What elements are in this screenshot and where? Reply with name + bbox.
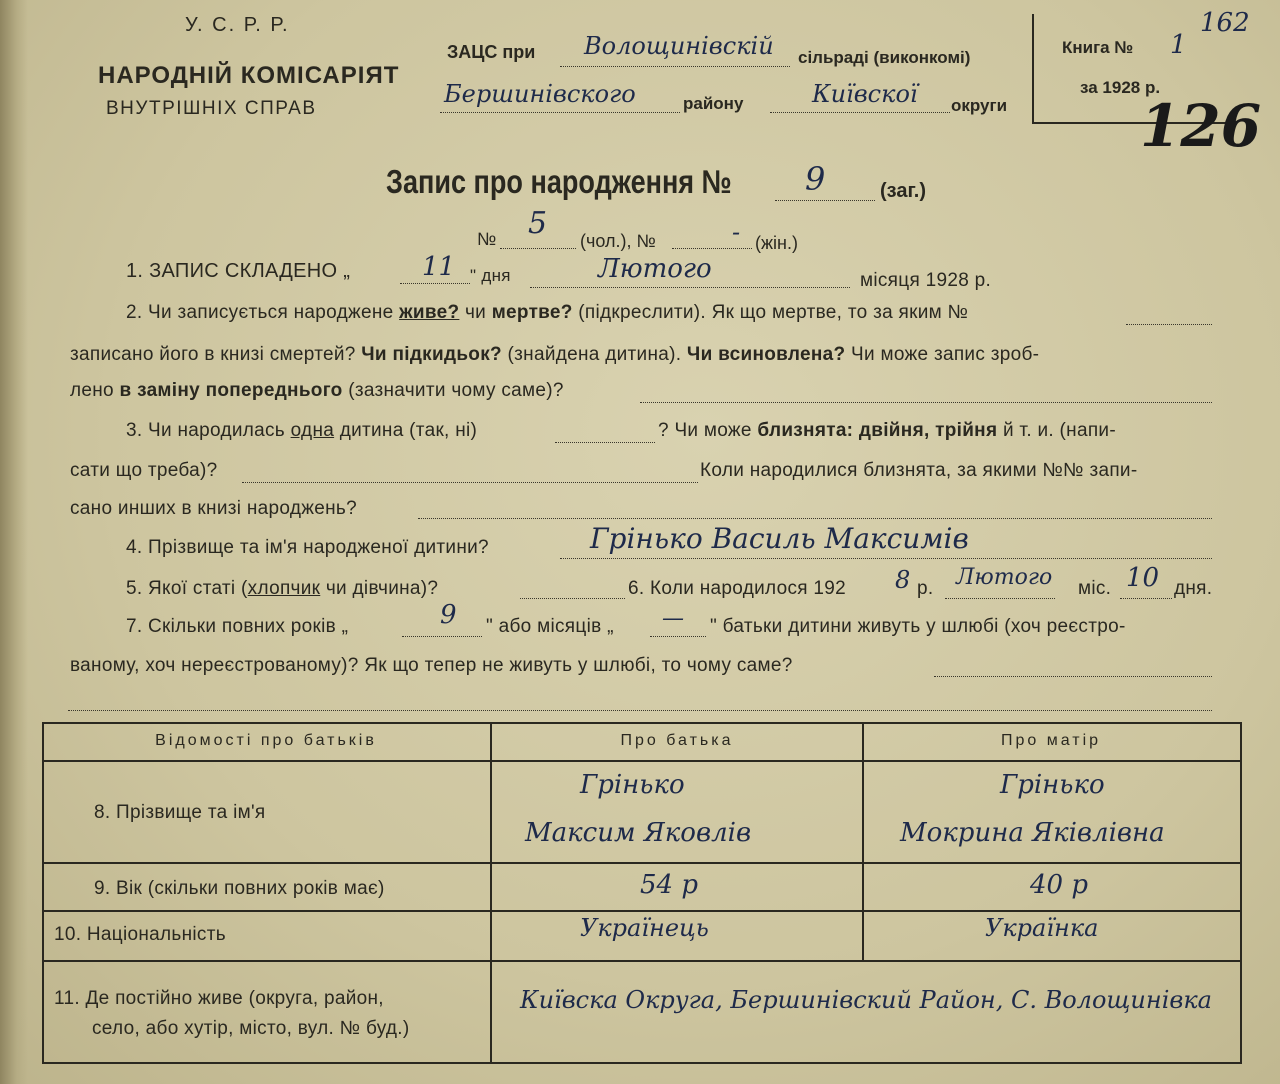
q3-bliz: близнята: двійня, трійня (757, 420, 998, 441)
title-number-line (775, 200, 875, 201)
commissariat-title: НАРОДНІЙ КОМІСАРІЯТ (98, 62, 400, 89)
rayon-line (440, 112, 680, 113)
dept-title: ВНУТРІШНІХ СПРАВ (106, 98, 317, 119)
q3-a: 3. Чи народилась (126, 420, 286, 441)
record-number: 9 (805, 160, 826, 198)
th-parents-info: Відомості про батьків (155, 732, 377, 749)
q6-day-line (1120, 598, 1172, 599)
q7-years: 9 (440, 600, 457, 630)
th-father: Про батька (620, 732, 734, 749)
rayon-label: району (683, 94, 744, 113)
mother-surname: Грінько (1000, 770, 1105, 800)
row-name-label: 8. Прізвище та ім'я (94, 802, 266, 823)
row-nationality-label: 10. Національність (54, 924, 226, 945)
q2-c: записано його в книзі смертей? (70, 344, 356, 365)
binding-edge (0, 0, 28, 1084)
q2-chy: чи (464, 302, 487, 323)
row-age-label: 9. Вік (скільки повних років має) (94, 878, 385, 899)
q5-answer-line (520, 598, 625, 599)
q4-child-name: Грінько Василь Максимів (590, 522, 969, 555)
no-label: № (477, 229, 497, 249)
q6-label: 6. Коли народилося 192 (628, 578, 847, 599)
q3-book-line (418, 518, 1212, 519)
q6-year: 8 (895, 566, 911, 594)
row-divider-2 (42, 910, 1240, 912)
row-residence-label2: село, або хутір, місто, вул. № буд.) (92, 1018, 410, 1039)
q7-a: 7. Скільки повних років „ (126, 616, 349, 637)
q2-pidkydok: Чи підкидьок? (361, 344, 502, 365)
th-mother: Про матір (1000, 732, 1102, 749)
father-nationality: Українець (580, 914, 709, 942)
zags-prefix: ЗАЦС при (447, 42, 536, 62)
q6-mis: міс. (1078, 578, 1112, 599)
q7-c: " батьки дитини живуть у шлюбі (хоч реєстро- (710, 616, 1126, 637)
okruha-label: округи (951, 96, 1008, 115)
q1-month: Лютого (598, 254, 712, 284)
male-number: 5 (528, 206, 548, 241)
q3-single-line (555, 442, 655, 443)
q2-mertve: мертве? (491, 302, 573, 323)
q7-reason-line2 (68, 710, 1212, 711)
okruha-line (770, 112, 950, 113)
mother-given: Мокрина Яківлівна (900, 818, 1165, 848)
q3-b: дитина (так, ні) (339, 420, 478, 441)
q7-b: " або місяців „ (486, 616, 614, 637)
q5-boy: хлопчик (247, 578, 321, 599)
q5-label: 5. Якої статі ( (126, 578, 248, 599)
q2-f: лено (70, 380, 114, 401)
q3-odna: одна (290, 420, 335, 441)
mother-nationality: Українка (985, 914, 1099, 942)
book-label: Книга № (1062, 38, 1134, 57)
q3-e: сати що треба)? (70, 460, 218, 481)
q3-g: сано инших в книзі народжень? (70, 498, 357, 519)
q1-label: 1. ЗАПИС СКЛАДЕНО „ (126, 260, 351, 282)
q2-g: (зазначити чому саме)? (348, 380, 564, 401)
book-number: 1 (1170, 30, 1187, 60)
q1-year: місяця 1928 р. (860, 270, 992, 291)
q7-years-line (402, 636, 482, 637)
q3-c: ? Чи може (658, 420, 752, 441)
q2-zaminu-line (640, 402, 1212, 403)
selradi-label: сільраді (виконкомі) (798, 48, 971, 67)
male-label: (чол.), № (580, 231, 656, 251)
q2-line1 (126, 302, 968, 324)
q3-twins-line (242, 482, 698, 483)
q2-b: (підкреслити). Як що мертве, то за яким № (578, 302, 969, 323)
residence-value: Київска Округа, Бершинівский Район, С. Волощинівка (520, 986, 1212, 1014)
q6-dnya: дня. (1174, 578, 1213, 599)
table-header-divider (42, 760, 1240, 762)
okruha-name: Київскої (812, 80, 918, 108)
q1-day-line (400, 283, 470, 284)
q5-line (126, 578, 438, 600)
q3-f: Коли народилися близнята, за якими №№ запи- (700, 460, 1138, 481)
q7-reason-line (934, 676, 1212, 677)
q2-vsynovlena: Чи всиновлена? (686, 344, 846, 365)
q1-month-line (530, 287, 850, 288)
record-title: Запис про народження № (386, 163, 732, 200)
female-number: - (732, 218, 741, 246)
male-line (500, 248, 576, 249)
q2-a: 2. Чи записується народжене (126, 302, 394, 323)
q7-months-line (650, 636, 706, 637)
q7-months: — (662, 606, 684, 631)
q7-d: ваному, хоч нереєстрованому)? Як що тепер не живуть у шлюбі, то чому саме? (70, 655, 793, 676)
book-page: 162 (1200, 8, 1250, 38)
female-label: (жін.) (755, 233, 798, 253)
father-age: 54 р (640, 870, 698, 900)
q6-day: 10 (1126, 563, 1160, 593)
q6-month: Лютого (956, 565, 1053, 590)
q4-line (560, 558, 1212, 559)
row-residence-label: 11. Де постійно живе (округа, район, (54, 988, 384, 1009)
q3-line1b (658, 420, 1116, 442)
q2-e: Чи може запис зроб- (851, 344, 1040, 365)
q1-day-label: " дня (470, 266, 511, 285)
q2-d: (знайдена дитина). (507, 344, 682, 365)
q4-label: 4. Прізвище та ім'я народженої дитини? (126, 537, 489, 558)
father-surname: Грінько (580, 770, 685, 800)
q5-rest: чи дівчина)? (325, 578, 439, 599)
q2-death-line (1126, 324, 1212, 325)
village-name: Волощинівскій (584, 32, 774, 60)
q3-d: й т. и. (напи- (1002, 420, 1116, 441)
q2-line2 (70, 344, 1039, 366)
row-divider-3 (42, 960, 1240, 962)
col-divider-2 (862, 722, 864, 962)
mother-age: 40 р (1030, 870, 1088, 900)
ussr-label: У. С. Р. Р. (185, 14, 290, 36)
rayon-name: Бершинівского (444, 80, 636, 108)
col-divider-1 (490, 722, 492, 1062)
female-line (672, 248, 752, 249)
q1-day: 11 (422, 252, 456, 282)
record-suffix: (заг.) (880, 180, 927, 202)
father-given: Максим Яковлів (525, 818, 752, 848)
q2-line3 (70, 380, 564, 402)
row-divider-1 (42, 862, 1240, 864)
q2-zaminu: в заміну попереднього (119, 380, 343, 401)
q6-month-line (945, 598, 1055, 599)
big-number: 126 (1140, 92, 1262, 160)
q3-line1 (126, 420, 477, 442)
q6-r: р. (917, 578, 934, 599)
q2-zhyve: живе? (399, 302, 460, 323)
village-line (560, 66, 790, 67)
year-label: за 1928 р. (1080, 78, 1161, 97)
